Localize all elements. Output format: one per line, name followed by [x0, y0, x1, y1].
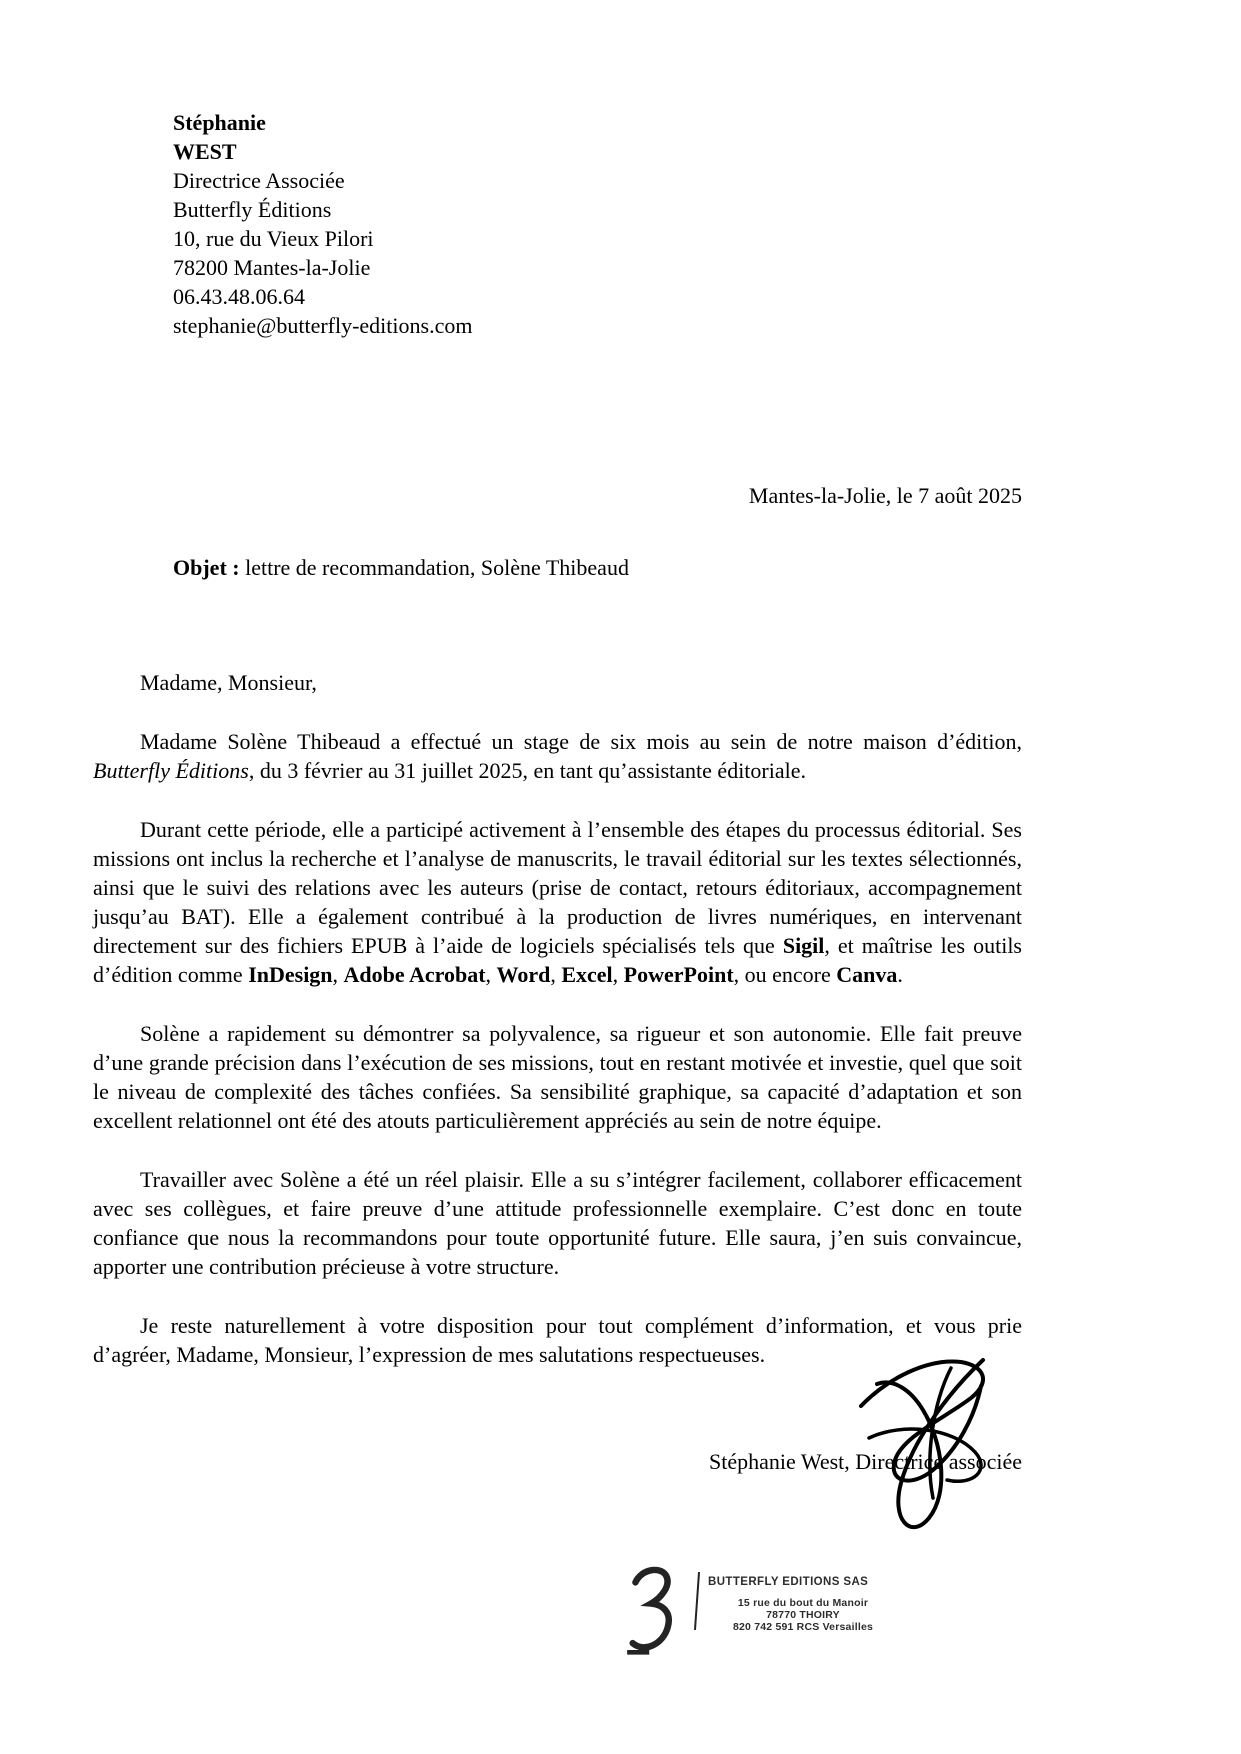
dateline: Mantes-la-Jolie, le 7 août 2025 — [748, 483, 1022, 508]
sender-email: stephanie@butterfly-editions.com — [173, 313, 473, 338]
salutation: Madame, Monsieur, — [140, 670, 317, 695]
stamp-registration: 820 742 591 RCS Versailles — [732, 1621, 874, 1633]
stamp-address-block — [708, 1597, 898, 1633]
company-stamp — [622, 1560, 952, 1670]
stamp-city: 78770 THOIRY — [766, 1609, 840, 1621]
subject-text: lettre de recommandation, Solène Thibeaud — [239, 555, 629, 580]
subject-line — [173, 553, 1022, 582]
letter-content — [0, 108, 1241, 1476]
body-paragraph: Madame Solène Thibeaud a effectué un stage de six mois au sein de notre maison d’édition, Butterfly Éditions, du 3 février au 31 juillet 2025, en tant qu’assistante éditoriale. — [93, 729, 1022, 783]
handwritten-signature — [833, 1348, 1003, 1543]
stamp-divider — [694, 1572, 700, 1630]
sender-phone: 06.43.48.06.64 — [173, 284, 305, 309]
sender-title: Directrice Associée — [173, 168, 345, 193]
sender-last-name: WEST — [173, 139, 237, 164]
stamp-address: 15 rue du bout du Manoir — [737, 1597, 869, 1609]
body-paragraph: Travailler avec Solène a été un réel plaisir. Elle a su s’intégrer facilement, collaborer efficacement avec ses collègues, et faire preuve d’une attitude professionnelle exemplaire. C’est donc en toute confiance que nous la recommandons pour toute opportunité future. Elle saura, j’en suis convaincue, apporter une contribution précieuse à votre structure. — [93, 1167, 1022, 1279]
body-paragraph: Durant cette période, elle a participé activement à l’ensemble des étapes du processus éditorial. Ses missions ont inclus la recherche et l’analyse de manuscrits, le travail éditorial sur les textes sélectionnés, ainsi que le suivi des relations avec les auteurs (prise de contact, retours éditoriaux, accompagnement jusqu’au BAT). Elle a également contribué à la production de livres numériques, en intervenant directement sur des fichiers EPUB à l’aide de logiciels spécialisés tels que Sigil, et maîtrise les outils d’édition comme InDesign, Adobe Acrobat, Word, Excel, PowerPoint, ou encore Canva. — [93, 817, 1022, 987]
body-paragraph: Solène a rapidement su démontrer sa polyvalence, sa rigueur et son autonomie. Elle fait preuve d’une grande précision dans l’exécution de ses missions, tout en restant motivée et investie, quel que soit le niveau de complexité des tâches confiées. Sa sensibilité graphique, sa capacité d’adaptation et son excellent relationnel ont été des atouts particulièrement appréciés au sein de notre équipe. — [93, 1021, 1022, 1133]
stamp-company-name: BUTTERFLY EDITIONS SAS — [708, 1576, 869, 1588]
closing-signature: Stéphanie West, Directrice associée — [708, 1449, 1022, 1474]
sender-block — [173, 108, 1022, 340]
subject-label: Objet : — [173, 555, 240, 580]
sender-first-name: Stéphanie — [173, 110, 266, 135]
body-paragraph: Je reste naturellement à votre disposition pour tout complément d’information, et vous prie d’agréer, Madame, Monsieur, l’expression de mes salutations respectueuses. — [93, 1313, 1022, 1367]
stamp-mark-icon — [622, 1564, 682, 1656]
stamp-text-block — [708, 1576, 898, 1633]
sender-city: 78200 Mantes-la-Jolie — [173, 255, 371, 280]
sender-address: 10, rue du Vieux Pilori — [173, 226, 374, 251]
sender-company: Butterfly Éditions — [173, 197, 332, 222]
